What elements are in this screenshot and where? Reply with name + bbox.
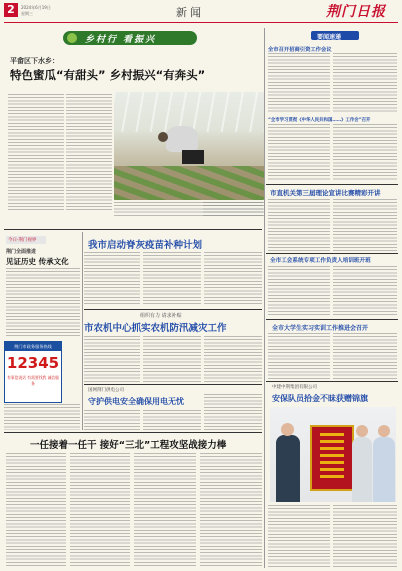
section-divider bbox=[4, 229, 262, 230]
pennant-text bbox=[320, 433, 344, 481]
headline-three-north: 一任接着一任干 接好“三北”工程攻坚战接力棒 bbox=[30, 440, 227, 451]
person-left bbox=[276, 435, 300, 502]
hotline-slogan: 有事您说话 有需要找我 诚信服务 bbox=[7, 375, 59, 386]
bottom-divider bbox=[4, 432, 262, 433]
farmer-figure bbox=[166, 126, 198, 152]
melon-rows bbox=[114, 166, 264, 200]
lecture-contest-text bbox=[268, 199, 330, 251]
banner-leaf-icon bbox=[67, 33, 77, 43]
person-center bbox=[352, 437, 372, 502]
left-column-text-2 bbox=[4, 404, 80, 430]
issue-date: 2024年6月19日 bbox=[21, 5, 51, 10]
lead-side-text bbox=[203, 202, 263, 216]
vaccine-text-3 bbox=[204, 252, 262, 306]
left-tag bbox=[6, 236, 46, 244]
page-number: 2 bbox=[4, 3, 18, 17]
lead-body-text bbox=[8, 94, 64, 210]
three-north-text-1 bbox=[6, 453, 66, 567]
hotline-box bbox=[4, 341, 62, 403]
person-right bbox=[373, 437, 395, 502]
security-kicker: 中建中荆集团有限公司 bbox=[272, 385, 317, 390]
farm-subheadline: 组织有力 请求补贴 bbox=[140, 313, 182, 319]
headline-farm-machinery: 市农机中心抓实农机防汛减灾工作 bbox=[84, 323, 227, 334]
farm-text-1 bbox=[84, 336, 140, 382]
person-center-head bbox=[356, 425, 368, 437]
header-rule bbox=[4, 22, 398, 23]
vaccine-text-2 bbox=[143, 252, 201, 306]
headline-lecture-contest: 市直机关第三届理论宣讲比赛精彩开讲 bbox=[270, 189, 381, 197]
left-column-text bbox=[6, 268, 80, 338]
right-badge bbox=[311, 31, 359, 40]
left-tag-label: 今日·荆门视界 bbox=[8, 238, 37, 243]
column-rule-left bbox=[82, 232, 83, 430]
right-badge-label: 要闻速递 bbox=[317, 34, 342, 41]
three-north-text-4 bbox=[200, 453, 262, 567]
headline-union-training: 全市工会系统专项工作负责人培训班开班 bbox=[270, 258, 371, 264]
newspaper-logo: 荆门日报 bbox=[326, 4, 386, 20]
farmer-head bbox=[158, 132, 168, 142]
three-north-text-2 bbox=[70, 453, 130, 567]
union-training-text-2 bbox=[333, 266, 397, 316]
section-title: 新闻 bbox=[176, 6, 204, 19]
security-text-1 bbox=[268, 505, 330, 567]
right-divider-1 bbox=[266, 184, 398, 185]
supplier-kicker: 国网荆门供电公司 bbox=[88, 388, 124, 393]
person-right-head bbox=[378, 425, 390, 437]
farm-text-3 bbox=[204, 336, 262, 382]
headline-vaccine: 我市启动脊灰疫苗补种计划 bbox=[88, 240, 203, 251]
right-divider-4 bbox=[266, 381, 398, 382]
hotline-number: 12345 bbox=[6, 354, 60, 372]
lead-headline: 特色蜜瓜“有甜头” 乡村振兴“有奔头” bbox=[10, 68, 206, 82]
column-rule-right bbox=[264, 28, 265, 568]
melon-field-photo bbox=[114, 92, 264, 200]
union-training-text bbox=[268, 266, 330, 316]
hotline-label: 荆门市政务服务热线 bbox=[5, 342, 61, 351]
internship-text-2 bbox=[333, 333, 397, 379]
lead-body-text-2 bbox=[66, 94, 112, 210]
banner-award-photo bbox=[270, 407, 396, 502]
left-headline-2: 见证历史 传承文化 bbox=[6, 257, 69, 266]
pennant-banner bbox=[310, 425, 354, 491]
banner-label: 乡村行 看振兴 bbox=[85, 35, 157, 45]
issue-weekday: 星期三 bbox=[21, 11, 33, 16]
left-headline-1: 荆门全面推进 bbox=[6, 249, 37, 255]
person-left-head bbox=[281, 423, 294, 436]
headline-security-guard: 安保队员拾金不昧获赠锦旗 bbox=[272, 394, 368, 403]
headline-internship: 全市大学生实习实训工作推进会召开 bbox=[272, 325, 369, 332]
mid-divider-2 bbox=[84, 384, 262, 385]
farmer-legs bbox=[182, 150, 204, 164]
page-header bbox=[0, 0, 402, 26]
lead-kicker: 平畲区下水乡： bbox=[10, 57, 59, 65]
headline-law-meeting: “全市学习贯彻《中华人民共和国……》工作会”召开 bbox=[268, 118, 371, 123]
power-text-2 bbox=[143, 410, 201, 430]
investment-meeting-text-2 bbox=[333, 53, 397, 113]
internship-text bbox=[268, 333, 330, 379]
investment-meeting-text bbox=[268, 53, 330, 113]
law-meeting-text bbox=[268, 124, 330, 181]
vaccine-text-1 bbox=[84, 252, 140, 306]
power-text-1 bbox=[84, 410, 140, 430]
mid-divider-1 bbox=[84, 309, 262, 310]
right-divider-2 bbox=[266, 253, 398, 254]
three-north-text-3 bbox=[134, 453, 196, 567]
headline-investment-meeting: 全市召开招商引资工作会议 bbox=[268, 47, 332, 53]
power-text-3 bbox=[204, 394, 262, 430]
headline-power-supply: 守护供电安全确保用电无忧 bbox=[88, 397, 184, 406]
section-banner bbox=[63, 31, 197, 45]
farm-text-2 bbox=[143, 336, 201, 382]
security-text-2 bbox=[333, 505, 397, 567]
right-divider-3 bbox=[266, 319, 398, 320]
lecture-contest-text-2 bbox=[333, 199, 397, 251]
law-meeting-text-2 bbox=[333, 124, 397, 181]
